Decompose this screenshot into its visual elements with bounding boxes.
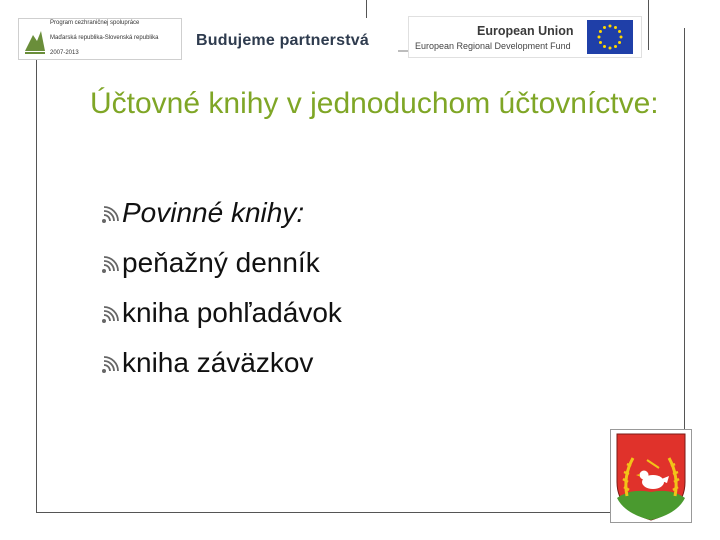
eu-star xyxy=(614,26,617,29)
eu-star xyxy=(618,41,621,44)
frame-left xyxy=(36,56,37,513)
bullet-list xyxy=(100,188,342,388)
bullet-text: peňažný denník xyxy=(122,247,320,278)
program-line-3: 2007-2013 xyxy=(50,50,79,57)
eu-star xyxy=(614,45,617,48)
wifi-arc-bullet-icon xyxy=(100,205,120,225)
list-item xyxy=(100,338,342,388)
eu-star xyxy=(598,36,601,39)
eu-logo xyxy=(408,16,642,58)
frame-bottom xyxy=(36,512,685,513)
eu-flag-icon xyxy=(587,20,633,54)
program-line-1: Program cezhraničnej spolupráce xyxy=(50,20,140,27)
program-text xyxy=(50,13,158,66)
eu-star xyxy=(599,30,602,33)
eu-star xyxy=(603,45,606,48)
frame-shadow xyxy=(398,50,408,52)
coat-of-arms-icon xyxy=(610,429,692,523)
list-item xyxy=(100,288,342,338)
eu-text xyxy=(415,24,574,51)
slide-title: Účtovné knihy v jednoduchom účtovníctve: xyxy=(90,87,659,120)
slogan: Budujeme partnerstvá xyxy=(196,32,369,49)
frame-top-right xyxy=(366,0,367,18)
eu-star xyxy=(609,47,612,50)
wifi-arc-bullet-icon xyxy=(100,255,120,275)
bullet-text: kniha záväzkov xyxy=(122,347,314,378)
eu-star xyxy=(609,25,612,28)
eu-star xyxy=(620,36,623,39)
mountain-icon xyxy=(23,23,47,55)
bullet-text: Povinné knihy: xyxy=(122,197,305,228)
frame-top-right-2 xyxy=(648,0,649,50)
eu-star xyxy=(603,26,606,29)
list-item xyxy=(100,188,342,238)
bullet-text: kniha pohľadávok xyxy=(122,297,342,328)
wifi-arc-bullet-icon xyxy=(100,355,120,375)
eu-title: European Union xyxy=(477,23,574,38)
program-logo xyxy=(18,18,182,60)
eu-star xyxy=(618,30,621,33)
eu-fund: European Regional Development Fund xyxy=(415,40,571,51)
program-line-2: Maďarská republika-Slovenská republika xyxy=(50,35,159,42)
list-item xyxy=(100,238,342,288)
eu-star xyxy=(599,41,602,44)
wifi-arc-bullet-icon xyxy=(100,305,120,325)
